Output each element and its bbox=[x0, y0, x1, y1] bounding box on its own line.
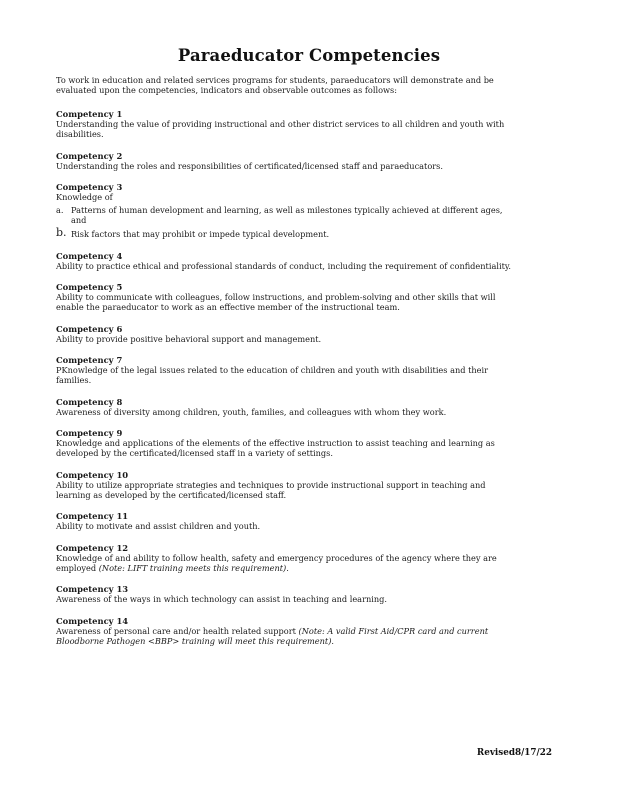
competency-8 bbox=[56, 397, 516, 417]
competency-text: Ability to motivate and assist children and youth. bbox=[56, 521, 261, 531]
intro-paragraph: To work in education and related services programs for students, paraeducators will demonstrate and be evaluated upon the competencies, indicators and observable outcomes as follows: bbox=[56, 75, 494, 95]
competency-heading: Competency 9 bbox=[56, 428, 123, 438]
competency-body: Awareness of personal care and/or health related support bbox=[56, 625, 296, 636]
competency-text: Awareness of diversity among children, youth, families, and colleagues with whom they work. bbox=[56, 406, 447, 417]
competency-heading: Competency 8 bbox=[56, 396, 123, 407]
competency-heading: Competency 12 bbox=[56, 542, 129, 553]
competency-heading: Competency 4 bbox=[56, 250, 123, 261]
competency-heading: Competency 14 bbox=[56, 615, 129, 626]
list-item-text: Patterns of human development and learning, as well as milestones typically achieved at different ages, and bbox=[71, 205, 503, 225]
competency-6 bbox=[56, 324, 516, 344]
competency-heading: Competency 13 bbox=[56, 584, 129, 594]
competency-heading: Competency 2 bbox=[56, 150, 123, 161]
competency-text: Understanding the roles and responsibilities of certificated/licensed staff and paraeducators. bbox=[56, 160, 443, 171]
competency-text: Knowledge of bbox=[56, 192, 113, 202]
list-item bbox=[56, 226, 516, 239]
competency-text: Ability to utilize appropriate strategies and techniques to provide instructional support in teaching and learning as developed by the certificated/licensed staff. bbox=[56, 479, 486, 500]
competency-text: Ability to communicate with colleagues, follow instructions, and problem-solving and other skills that will enable the paraeducator to work as an effective member of the instructional team. bbox=[56, 292, 496, 312]
competency-body: Knowledge of and ability to follow health, safety and emergency procedures of the agency where they are employed bbox=[56, 552, 497, 573]
document-body bbox=[56, 75, 516, 657]
list-item bbox=[56, 205, 516, 225]
competency-text bbox=[56, 626, 516, 646]
competency-7 bbox=[56, 355, 516, 385]
competency-heading: Competency 5 bbox=[56, 282, 123, 292]
page-title: Paraeducator Competencies bbox=[177, 46, 441, 65]
competency-text: Understanding the value of providing instructional and other district services to all children and youth with disabilities. bbox=[56, 119, 505, 139]
competency-heading: Competency 3 bbox=[56, 182, 123, 192]
revision-date: Revised8/17/22 bbox=[476, 748, 552, 758]
competency-text: Knowledge and applications of the elements of the effective instruction to assist teaching and learning as developed by the certificated/licensed staff in a variety of settings. bbox=[56, 438, 495, 458]
competency-note: (Note: LIFT training meets this requirement). bbox=[98, 562, 289, 573]
competency-heading: Competency 10 bbox=[56, 469, 129, 480]
competency-heading: Competency 6 bbox=[56, 323, 123, 334]
competency-9 bbox=[56, 428, 516, 458]
list-item-text: Risk factors that may prohibit or impede typical development. bbox=[71, 229, 330, 239]
competency-text: Ability to practice ethical and professional standards of conduct, including the requirement of confidentiality. bbox=[56, 260, 511, 271]
competency-heading: Competency 11 bbox=[56, 511, 129, 521]
competency-11 bbox=[56, 511, 516, 531]
competency-2 bbox=[56, 151, 516, 171]
competency-heading: Competency 7 bbox=[56, 355, 123, 365]
competency-text: Awareness of the ways in which technology can assist in teaching and learning. bbox=[56, 594, 387, 604]
competency-14 bbox=[56, 616, 516, 646]
competency-1 bbox=[56, 109, 516, 139]
competency-heading: Competency 1 bbox=[56, 109, 123, 119]
competency-10 bbox=[56, 470, 516, 500]
competency-note: (Note: A valid First Aid/CPR card and current Bloodborne Pathogen <BBP> training will meet this requirement). bbox=[56, 625, 489, 646]
competency-4 bbox=[56, 251, 516, 271]
competency-text bbox=[56, 553, 516, 573]
competency-3-list bbox=[56, 205, 516, 239]
list-marker: b. bbox=[56, 226, 67, 239]
competency-12 bbox=[56, 543, 516, 573]
list-marker: a. bbox=[56, 205, 64, 215]
competency-text: Ability to provide positive behavioral support and management. bbox=[56, 333, 322, 344]
competency-3 bbox=[56, 182, 516, 239]
competency-text: PKnowledge of the legal issues related to the education of children and youth with disabilities and their families. bbox=[56, 365, 489, 385]
competency-5 bbox=[56, 282, 516, 312]
competency-13 bbox=[56, 584, 516, 604]
